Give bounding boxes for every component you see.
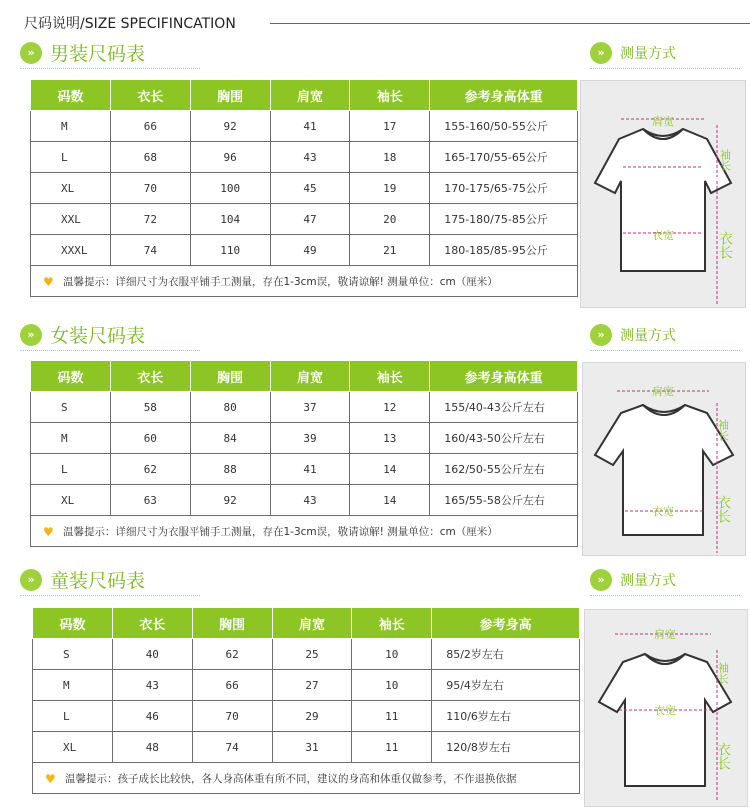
table-cell: 70 — [110, 173, 190, 204]
table-cell: 96 — [190, 142, 270, 173]
table-cell: M — [33, 670, 113, 701]
tip-row — [31, 266, 578, 297]
table-cell: L — [31, 142, 111, 173]
table-cell: XL — [31, 485, 111, 516]
table-cell: 48 — [112, 732, 192, 763]
table-cell: 12 — [350, 392, 430, 423]
column-header: 胸围 — [192, 608, 272, 639]
column-header: 袖长 — [350, 361, 430, 392]
women-section — [0, 318, 750, 558]
table-row — [31, 392, 578, 423]
table-cell: L — [31, 454, 111, 485]
table-cell: 46 — [112, 701, 192, 732]
table-cell: 92 — [190, 485, 270, 516]
women-size-table — [30, 360, 578, 547]
table-row — [31, 204, 578, 235]
table-cell: 41 — [270, 111, 350, 142]
table-cell: 14 — [350, 454, 430, 485]
sleeve-label: 袖长 — [718, 149, 732, 171]
title-divider — [590, 595, 740, 596]
table-cell: 10 — [352, 670, 432, 701]
table-cell: 92 — [190, 111, 270, 142]
measure-title-text: 测量方式 — [620, 46, 676, 62]
tshirt-diagram-icon — [581, 81, 745, 307]
table-cell: L — [33, 701, 113, 732]
table-row — [33, 639, 580, 670]
table-cell: 39 — [270, 423, 350, 454]
table-cell: XXL — [31, 204, 111, 235]
table-cell: 72 — [110, 204, 190, 235]
table-cell: 31 — [272, 732, 352, 763]
kids-measure-diagram — [584, 609, 748, 807]
length-label: 衣长 — [715, 742, 731, 770]
measure-title-text: 测量方式 — [620, 328, 676, 344]
table-cell: M — [31, 111, 111, 142]
sleeve-label: 袖长 — [716, 662, 730, 684]
table-cell: 74 — [110, 235, 190, 266]
table-header-row — [31, 361, 578, 392]
table-cell: 104 — [190, 204, 270, 235]
column-header: 码数 — [31, 80, 111, 111]
table-row — [31, 485, 578, 516]
column-header: 码数 — [31, 361, 111, 392]
table-cell: 66 — [192, 670, 272, 701]
page-title: 尺码说明/SIZE SPECIFINCATION — [24, 16, 236, 32]
tshirt-diagram-icon — [583, 363, 745, 555]
women-measure-diagram — [582, 362, 746, 556]
title-divider — [590, 68, 740, 69]
table-cell: 66 — [110, 111, 190, 142]
tip-text: 温馨提示：孩子成长比较快，各人身高体重有所不同，建议的身高和体重仅做参考，不作退换依据 — [65, 772, 517, 785]
kids-section — [0, 563, 750, 810]
table-cell: 27 — [272, 670, 352, 701]
table-cell: 180-185/85-95公斤 — [430, 235, 578, 266]
table-cell: 37 — [270, 392, 350, 423]
double-chevron-icon: » — [20, 569, 42, 591]
women-title-text: 女装尺码表 — [50, 325, 146, 347]
tip-row — [31, 516, 578, 547]
chest-label: 衣宽 — [654, 704, 676, 717]
table-cell: 84 — [190, 423, 270, 454]
table-cell: 49 — [270, 235, 350, 266]
column-header: 肩宽 — [272, 608, 352, 639]
table-cell: 63 — [110, 485, 190, 516]
table-cell: 70 — [192, 701, 272, 732]
table-cell: 20 — [350, 204, 430, 235]
chest-label: 衣宽 — [652, 505, 674, 518]
heart-icon: ♥ — [43, 525, 54, 539]
table-cell: 43 — [112, 670, 192, 701]
table-cell: 43 — [270, 142, 350, 173]
tshirt-diagram-icon — [585, 610, 747, 806]
tip-text: 温馨提示：详细尺寸为衣服平铺手工测量，存在1-3cm误，敬请谅解! 测量单位：cm（厘米） — [63, 275, 498, 288]
men-measure-title — [590, 36, 750, 66]
title-divider — [20, 350, 200, 351]
column-header: 参考身高体重 — [430, 361, 578, 392]
table-cell: 11 — [352, 701, 432, 732]
table-row — [31, 423, 578, 454]
table-cell: 110 — [190, 235, 270, 266]
tip-cell — [31, 266, 578, 297]
table-cell: 19 — [350, 173, 430, 204]
title-divider — [590, 350, 740, 351]
tip-row — [33, 763, 580, 794]
column-header: 参考身高体重 — [430, 80, 578, 111]
table-header-row — [31, 80, 578, 111]
tip-cell — [31, 516, 578, 547]
column-header: 袖长 — [350, 80, 430, 111]
kids-title-text: 童装尺码表 — [50, 570, 146, 592]
table-row — [31, 142, 578, 173]
table-row — [31, 454, 578, 485]
table-cell: 45 — [270, 173, 350, 204]
men-size-table — [30, 79, 578, 297]
table-cell: XL — [31, 173, 111, 204]
double-chevron-icon: » — [590, 569, 612, 591]
table-cell: 62 — [192, 639, 272, 670]
length-label: 衣长 — [717, 231, 733, 259]
column-header: 衣长 — [110, 80, 190, 111]
men-title-text: 男装尺码表 — [50, 43, 146, 65]
heart-icon: ♥ — [45, 772, 56, 786]
men-measure-diagram — [580, 80, 746, 308]
table-row — [33, 732, 580, 763]
table-cell: 155-160/50-55公斤 — [430, 111, 578, 142]
table-cell: 62 — [110, 454, 190, 485]
table-cell: 68 — [110, 142, 190, 173]
double-chevron-icon: » — [590, 42, 612, 64]
header-divider — [270, 23, 750, 24]
column-header: 衣长 — [112, 608, 192, 639]
title-divider — [20, 595, 200, 596]
men-section — [0, 36, 750, 306]
women-measure-title — [590, 318, 750, 348]
table-cell: 120/8岁左右 — [432, 732, 580, 763]
table-cell: 13 — [350, 423, 430, 454]
table-cell: 88 — [190, 454, 270, 485]
column-header: 袖长 — [352, 608, 432, 639]
column-header: 肩宽 — [270, 361, 350, 392]
page-header — [24, 8, 750, 36]
title-divider — [20, 68, 200, 69]
table-cell: 160/43-50公斤左右 — [430, 423, 578, 454]
table-header-row — [33, 608, 580, 639]
double-chevron-icon: » — [590, 324, 612, 346]
table-cell: 60 — [110, 423, 190, 454]
table-cell: 175-180/75-85公斤 — [430, 204, 578, 235]
table-cell: 74 — [192, 732, 272, 763]
table-cell: S — [31, 392, 111, 423]
tip-cell — [33, 763, 580, 794]
column-header: 参考身高 — [432, 608, 580, 639]
double-chevron-icon: » — [20, 324, 42, 346]
table-cell: XL — [33, 732, 113, 763]
table-cell: 29 — [272, 701, 352, 732]
table-cell: 165/55-58公斤左右 — [430, 485, 578, 516]
kids-size-table — [32, 607, 580, 794]
table-cell: 58 — [110, 392, 190, 423]
table-cell: XXXL — [31, 235, 111, 266]
double-chevron-icon: » — [20, 42, 42, 64]
table-cell: 21 — [350, 235, 430, 266]
measure-title-text: 测量方式 — [620, 573, 676, 589]
table-cell: 25 — [272, 639, 352, 670]
table-cell: S — [33, 639, 113, 670]
table-cell: 41 — [270, 454, 350, 485]
table-cell: 40 — [112, 639, 192, 670]
table-cell: 43 — [270, 485, 350, 516]
table-cell: 47 — [270, 204, 350, 235]
table-cell: 100 — [190, 173, 270, 204]
table-row — [33, 670, 580, 701]
column-header: 肩宽 — [270, 80, 350, 111]
tip-text: 温馨提示：详细尺寸为衣服平铺手工测量，存在1-3cm误，敬请谅解! 测量单位：cm（厘米） — [63, 525, 498, 538]
table-cell: 85/2岁左右 — [432, 639, 580, 670]
table-row — [31, 235, 578, 266]
kids-measure-title — [590, 563, 750, 593]
sleeve-label: 袖长 — [716, 419, 730, 441]
table-cell: 10 — [352, 639, 432, 670]
table-cell: 162/50-55公斤左右 — [430, 454, 578, 485]
table-row — [31, 111, 578, 142]
table-cell: 95/4岁左右 — [432, 670, 580, 701]
shoulder-label: 肩宽 — [652, 115, 674, 128]
column-header: 衣长 — [110, 361, 190, 392]
table-cell: 18 — [350, 142, 430, 173]
length-label: 衣长 — [715, 495, 731, 523]
table-row — [33, 701, 580, 732]
column-header: 胸围 — [190, 80, 270, 111]
shoulder-label: 肩宽 — [654, 628, 676, 641]
column-header: 胸围 — [190, 361, 270, 392]
table-cell: 80 — [190, 392, 270, 423]
chest-label: 衣宽 — [652, 229, 674, 242]
table-cell: 155/40-43公斤左右 — [430, 392, 578, 423]
table-cell: 170-175/65-75公斤 — [430, 173, 578, 204]
table-cell: 11 — [352, 732, 432, 763]
table-cell: 17 — [350, 111, 430, 142]
shoulder-label: 肩宽 — [652, 385, 674, 398]
heart-icon: ♥ — [43, 275, 54, 289]
table-row — [31, 173, 578, 204]
table-cell: 14 — [350, 485, 430, 516]
table-cell: 110/6岁左右 — [432, 701, 580, 732]
column-header: 码数 — [33, 608, 113, 639]
table-cell: M — [31, 423, 111, 454]
table-cell: 165-170/55-65公斤 — [430, 142, 578, 173]
